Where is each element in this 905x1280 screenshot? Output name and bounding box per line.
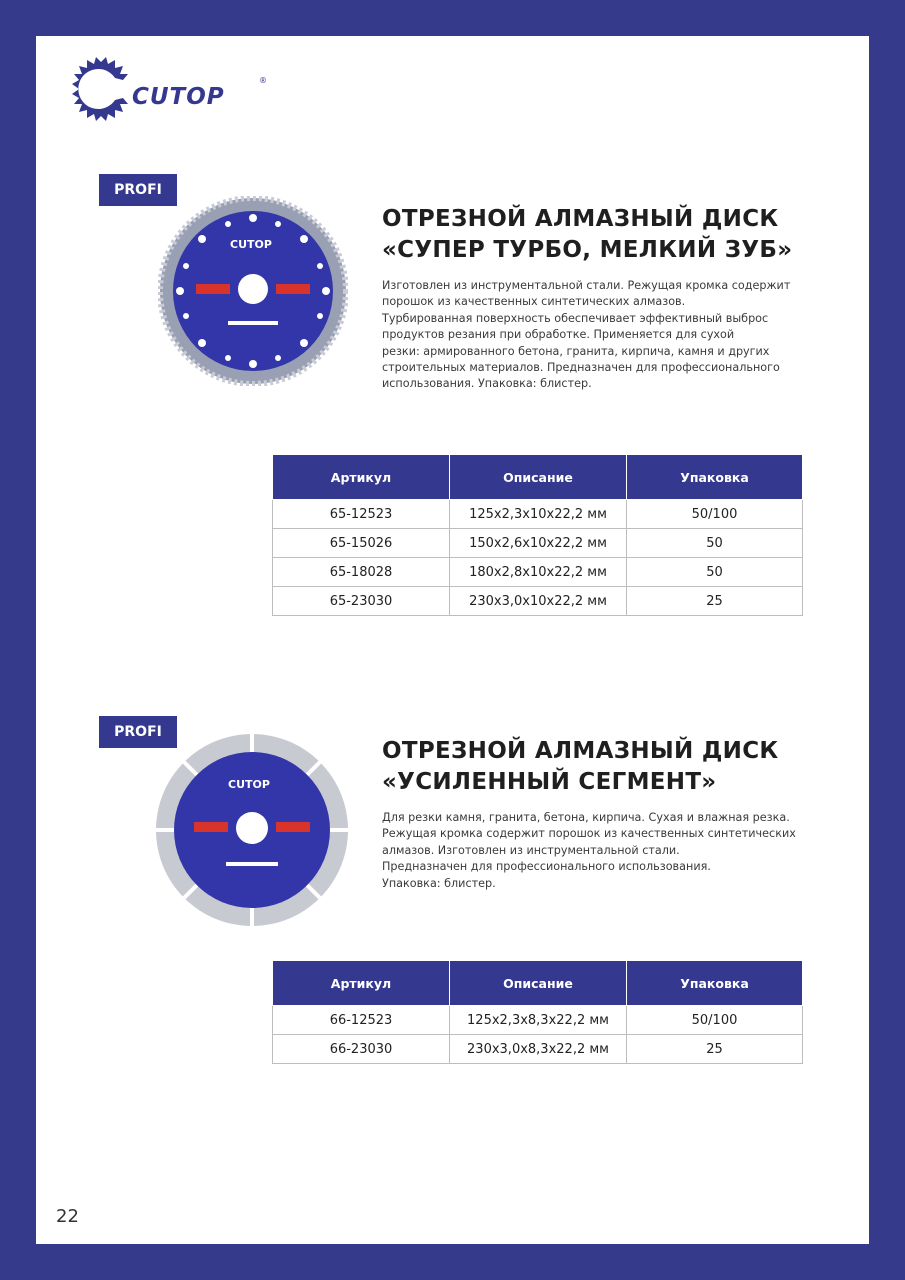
title-line: ОТРЕЗНОЙ АЛМАЗНЫЙ ДИСК [382, 206, 779, 232]
table-cell: 180x2,8x10x22,2 мм [450, 558, 627, 587]
svg-text:CUTOP: CUTOP [228, 778, 270, 791]
table-row [273, 529, 803, 558]
product-title [382, 736, 779, 798]
brand-name: CUTOP [132, 84, 225, 110]
description-line: алмазов. Изготовлен из инструментальной стали. [382, 843, 680, 857]
table-cell: 65-12523 [273, 500, 450, 529]
product-description [382, 278, 812, 393]
description-line: продуктов резания при обработке. Применяется для сухой [382, 328, 735, 342]
table-cell: 50 [627, 558, 803, 587]
table-cell: 50 [627, 529, 803, 558]
table-header-row [273, 961, 803, 1006]
table-cell: 66-23030 [273, 1035, 450, 1064]
title-line: «УСИЛЕННЫЙ СЕГМЕНТ» [382, 769, 717, 795]
description-line: Режущая кромка содержит порошок из качественных синтетических [382, 827, 796, 841]
description-line: Изготовлен из инструментальной стали. Режущая кромка содержит [382, 279, 791, 292]
column-header-package: Упаковка [627, 961, 803, 1006]
column-header-article: Артикул [273, 961, 450, 1006]
column-header-description: Описание [450, 455, 627, 500]
table-row [273, 1006, 803, 1035]
column-header-description: Описание [450, 961, 627, 1006]
column-header-package: Упаковка [627, 455, 803, 500]
table-cell: 150x2,6x10x22,2 мм [450, 529, 627, 558]
table-cell: 25 [627, 587, 803, 616]
table-row [273, 587, 803, 616]
table-cell: 125x2,3x10x22,2 мм [450, 500, 627, 529]
description-line: Упаковка: блистер. [382, 876, 496, 890]
table-cell: 65-23030 [273, 587, 450, 616]
table-row [273, 500, 803, 529]
table-cell: 230x3,0x10x22,2 мм [450, 587, 627, 616]
table-cell: 125x2,3x8,3x22,2 мм [450, 1006, 627, 1035]
spec-table [272, 454, 803, 616]
table-cell: 65-18028 [273, 558, 450, 587]
description-line: строительных материалов. Предназначен для профессионального [382, 361, 780, 375]
table-cell: 230x3,0x8,3x22,2 мм [450, 1035, 627, 1064]
table-cell: 66-12523 [273, 1006, 450, 1035]
turbo-disc-image [158, 196, 348, 386]
table-row [273, 558, 803, 587]
description-line: резки: армированного бетона, гранита, кирпича, камня и других [382, 344, 770, 358]
column-header-article: Артикул [273, 455, 450, 500]
page-number: 22 [56, 1206, 79, 1227]
table-cell: 25 [627, 1035, 803, 1064]
spec-table [272, 960, 803, 1064]
product-title [382, 204, 792, 266]
table-row [273, 1035, 803, 1064]
table-cell: 65-15026 [273, 529, 450, 558]
saw-blade-logo-icon [66, 56, 136, 122]
brand-logo [66, 56, 276, 120]
title-line: ОТРЕЗНОЙ АЛМАЗНЫЙ ДИСК [382, 738, 779, 764]
table-cell: 50/100 [627, 500, 803, 529]
table-cell: 50/100 [627, 1006, 803, 1035]
svg-text:CUTOP: CUTOP [230, 238, 272, 251]
title-line: «СУПЕР ТУРБО, МЕЛКИЙ ЗУБ» [382, 237, 793, 263]
segment-disc-image [154, 732, 350, 928]
profi-badge: PROFI [99, 716, 177, 748]
registered-mark: ® [259, 76, 267, 85]
catalog-page [36, 36, 869, 1244]
product-description [382, 810, 812, 892]
description-line: Для резки камня, гранита, бетона, кирпича. Сухая и влажная резка. [382, 811, 790, 824]
description-line: Турбированная поверхность обеспечивает эффективный выброс [382, 311, 769, 325]
description-line: Предназначен для профессионального использования. [382, 860, 711, 874]
profi-badge: PROFI [99, 174, 177, 206]
description-line: использования. Упаковка: блистер. [382, 377, 592, 391]
table-header-row [273, 455, 803, 500]
description-line: порошок из качественных синтетических алмазов. [382, 295, 686, 309]
